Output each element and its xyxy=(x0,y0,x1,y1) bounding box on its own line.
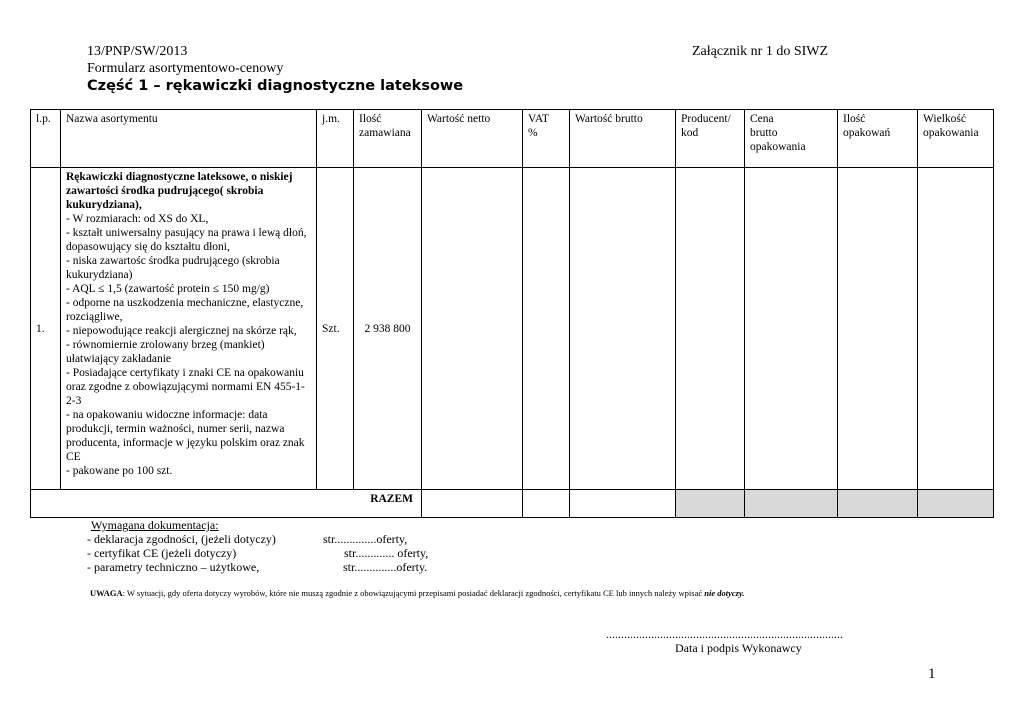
warning-label: UWAGA xyxy=(90,588,123,598)
documentation-item-label: - certyfikat CE (jeżeli dotyczy) xyxy=(87,546,237,560)
row-lp: 1. xyxy=(31,168,61,490)
part-title: Część 1 – rękawiczki diagnostyczne lateksowe xyxy=(87,78,464,94)
description-line: - kształt uniwersalny pasujący na prawa i lewą dłoń, dopasowujący się do kształtu dłoni, xyxy=(66,227,307,253)
table-row xyxy=(31,168,994,490)
description-line: - niepowodujące reakcji alergicznej na skórze rąk, xyxy=(66,325,297,337)
header-package-size: Wielkość opakowania xyxy=(918,110,994,168)
total-row xyxy=(31,490,994,518)
total-package-price-cell xyxy=(745,490,838,518)
description-line: - na opakowaniu widoczne informacje: data produkcji, termin ważności, numer serii, nazwa producenta, informacje w języku polskim oraz znak CE xyxy=(66,409,305,463)
document-reference: 13/PNP/SW/2013 xyxy=(87,44,188,59)
header-package-count: Ilość opakowań xyxy=(838,110,918,168)
header-gross-value: Wartość brutto xyxy=(570,110,676,168)
row-gross-value-cell[interactable] xyxy=(570,168,676,490)
total-vat-cell[interactable] xyxy=(523,490,570,518)
total-label: RAZEM xyxy=(31,490,422,518)
description-line: - AQL ≤ 1,5 (zawartość protein ≤ 150 mg/g) xyxy=(66,283,270,295)
description-line: - Posiadające certyfikaty i znaki CE na opakowaniu oraz zgodne z obowiązującymi normami EN 455-1-2-3 xyxy=(66,367,305,407)
documentation-heading: Wymagana dokumentacja: xyxy=(91,518,219,532)
price-form-table xyxy=(30,109,994,518)
documentation-item-label: - parametry techniczno – użytkowe, xyxy=(87,560,260,574)
header-lp: l.p. xyxy=(31,110,61,168)
description-line: - pakowane po 100 szt. xyxy=(66,465,173,477)
total-package-count-cell xyxy=(838,490,918,518)
documentation-item-page: str..............oferty. xyxy=(343,560,428,574)
row-quantity: 2 938 800 xyxy=(354,168,422,490)
signature-line: ............................................................................... xyxy=(606,627,843,641)
product-name: Rękawiczki diagnostyczne lateksowe, o niskiej zawartości środka pudrującego( skrobia kukurydziana), xyxy=(66,171,293,211)
annex-label: Załącznik nr 1 do SIWZ xyxy=(692,44,829,59)
row-unit: Szt. xyxy=(317,168,354,490)
total-net-value-cell[interactable] xyxy=(422,490,523,518)
row-vat-cell[interactable] xyxy=(523,168,570,490)
header-package-price: Cena brutto opakowania xyxy=(745,110,838,168)
row-producer-cell[interactable] xyxy=(676,168,745,490)
warning-text: : W sytuacji, gdy oferta dotyczy wyrobów, które nie muszą zgodnie z obowiązującymi przepisami posiadać deklaracji zgodności, certyfikatu CE lub innych należy wpisać xyxy=(122,588,705,598)
description-line: - odporne na uszkodzenia mechaniczne, elastyczne, rozciągliwe, xyxy=(66,297,304,323)
signature-label: Data i podpis Wykonawcy xyxy=(675,641,802,655)
warning-note xyxy=(90,588,745,599)
total-producer-cell xyxy=(676,490,745,518)
row-description xyxy=(61,168,317,490)
documentation-item-label: - deklaracja zgodności, (jeżeli dotyczy) xyxy=(87,532,276,546)
row-net-value-cell[interactable] xyxy=(422,168,523,490)
documentation-item-page: str..............oferty, xyxy=(323,532,408,546)
total-package-size-cell xyxy=(918,490,994,518)
header-quantity: Ilość zamawiana xyxy=(354,110,422,168)
description-line: - równomiernie zrolowany brzeg (mankiet) ułatwiający zakładanie xyxy=(66,339,265,365)
header-producer: Producent/ kod xyxy=(676,110,745,168)
header-net-value: Wartość netto xyxy=(422,110,523,168)
description-line: - niska zawartośc środka pudrującego (skrobia kukurydziana) xyxy=(66,255,280,281)
warning-emphasis: nie dotyczy. xyxy=(704,588,745,598)
row-package-size-cell[interactable] xyxy=(918,168,994,490)
header-name: Nazwa asortymentu xyxy=(61,110,317,168)
header-unit: j.m. xyxy=(317,110,354,168)
row-package-price-cell[interactable] xyxy=(745,168,838,490)
form-name: Formularz asortymentowo-cenowy xyxy=(87,61,284,76)
documentation-item-page: str............. oferty, xyxy=(344,546,429,560)
page-number: 1 xyxy=(928,666,936,682)
header-vat: VAT % xyxy=(523,110,570,168)
description-line: - W rozmiarach: od XS do XL, xyxy=(66,213,209,225)
row-package-count-cell[interactable] xyxy=(838,168,918,490)
header-row xyxy=(31,110,994,168)
total-gross-value-cell[interactable] xyxy=(570,490,676,518)
